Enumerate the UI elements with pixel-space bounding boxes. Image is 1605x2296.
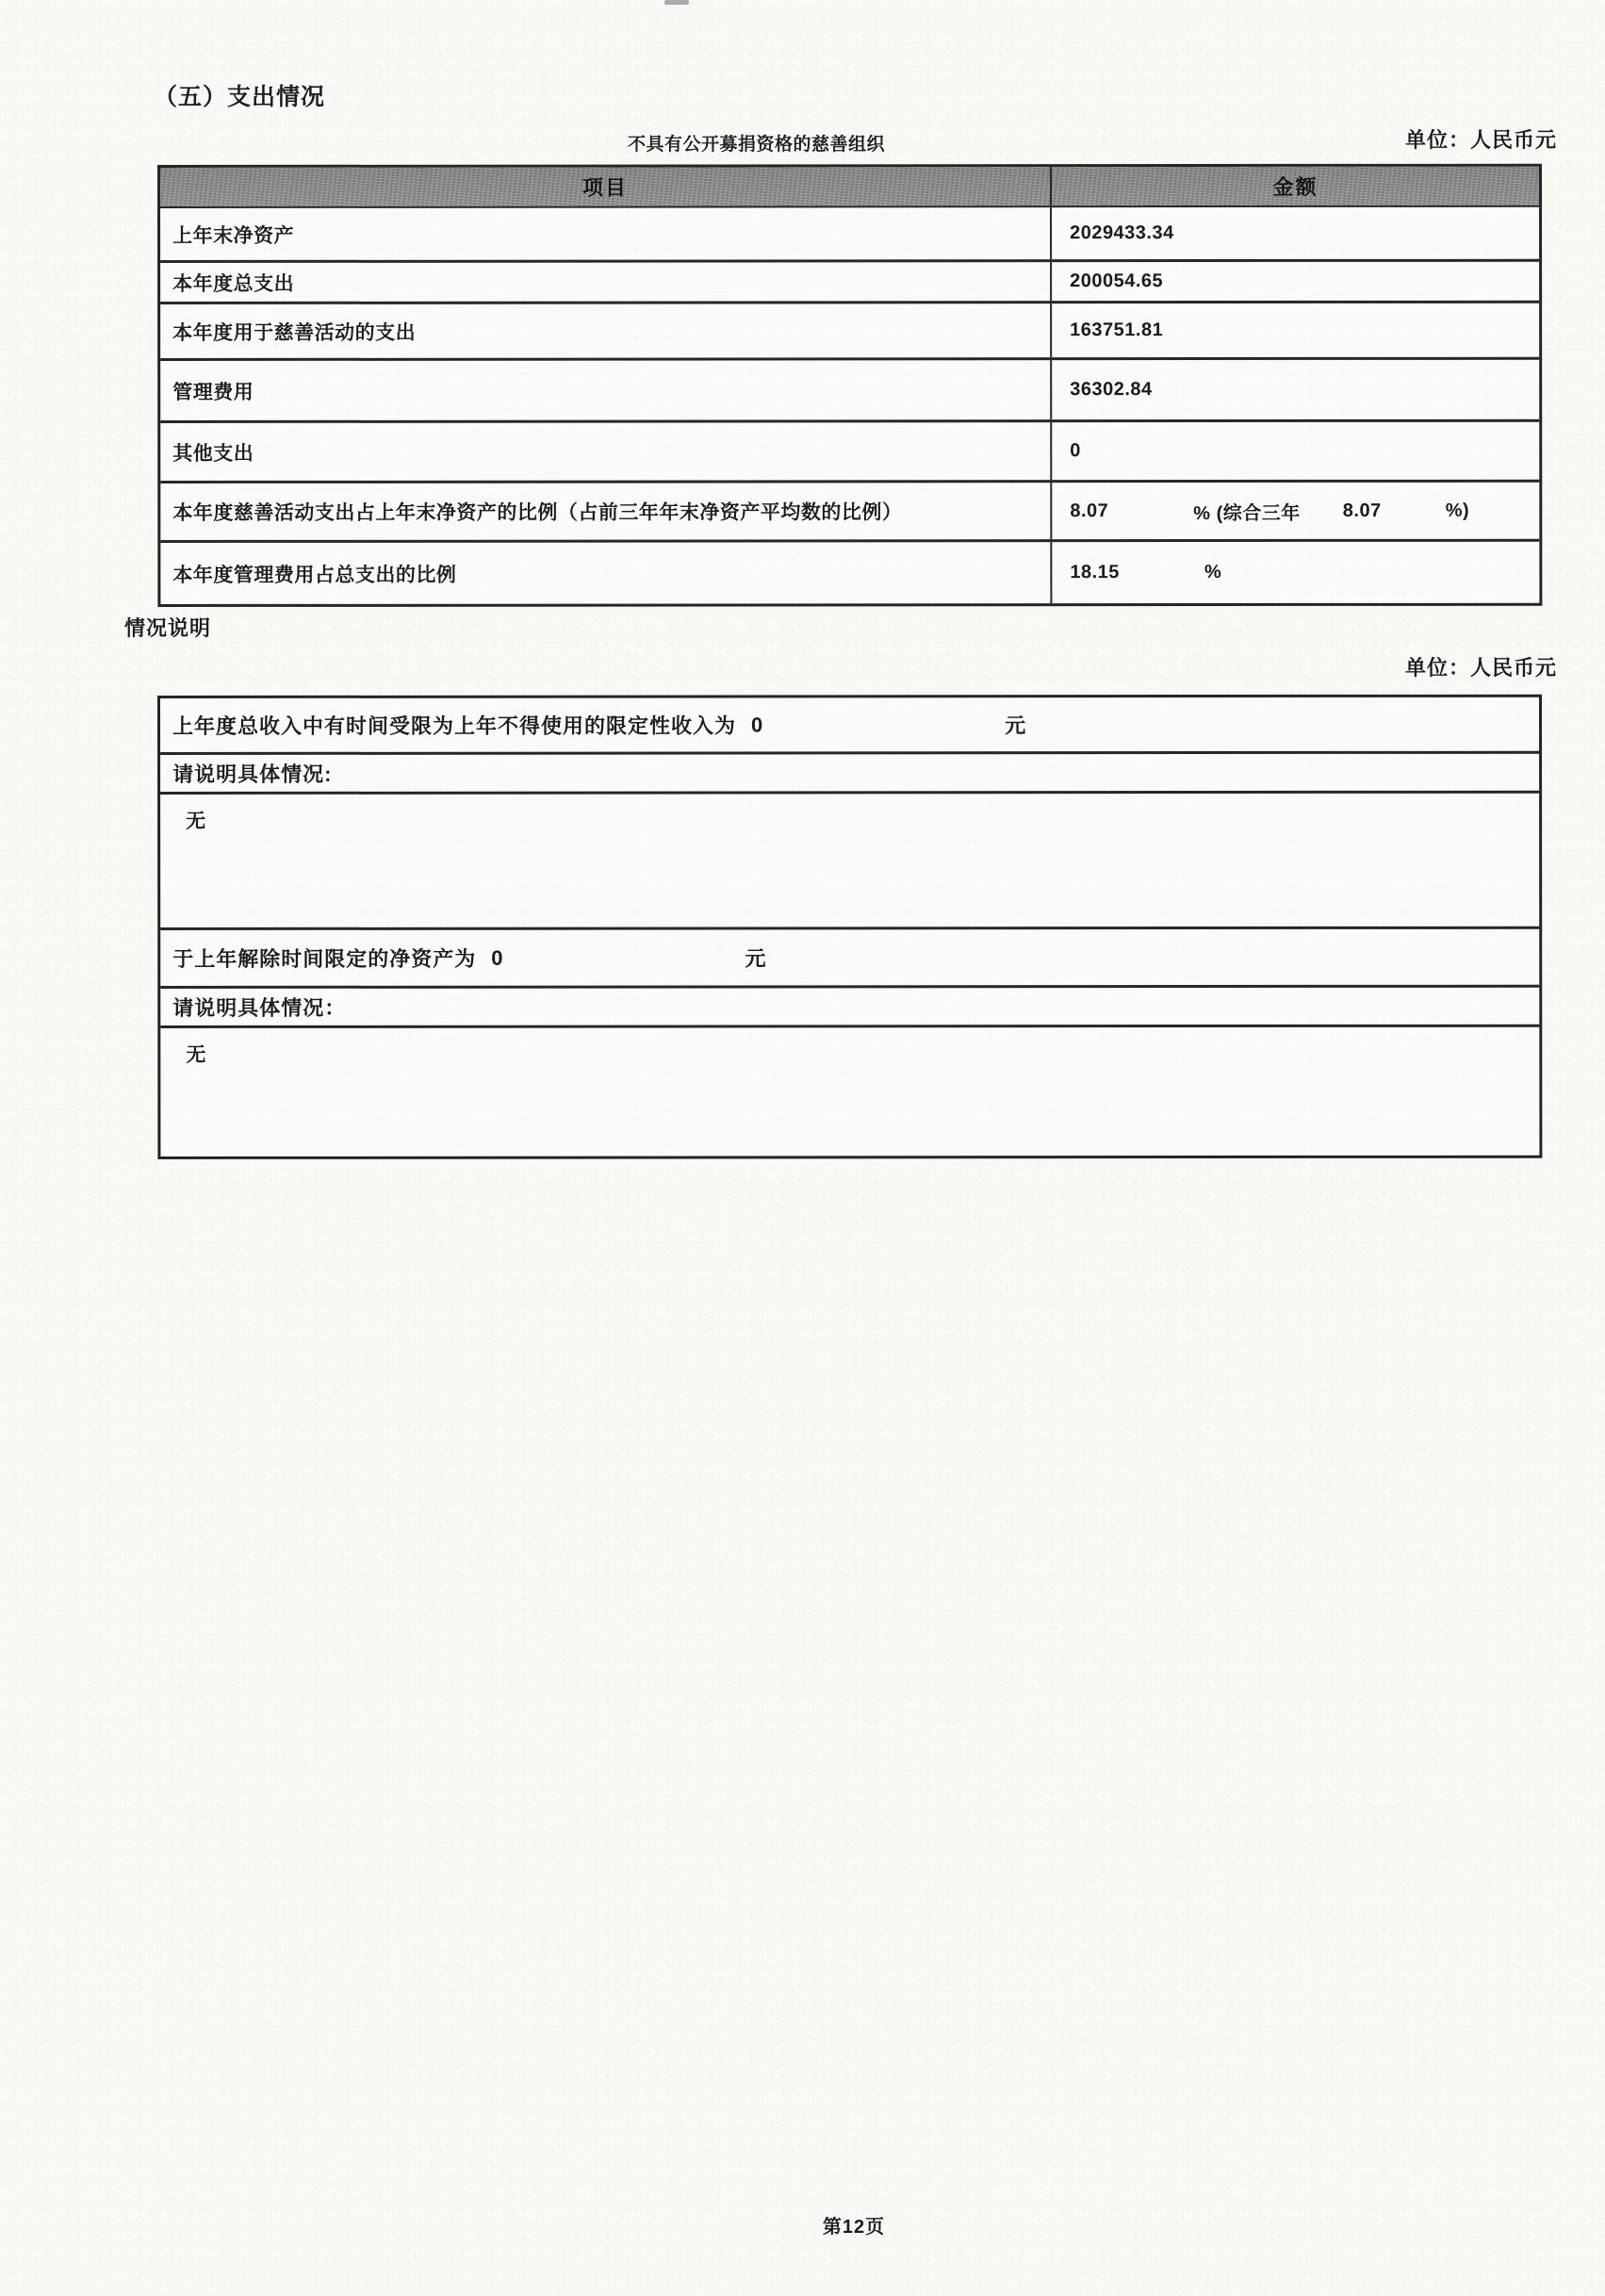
row-amount-cell: 2029433.34 bbox=[1070, 222, 1174, 244]
unit-label-1: 单位：人民币元 bbox=[1404, 128, 1557, 152]
row-label-cell: 本年度慈善活动支出占上年末净资产的比例（占前三年年末净资产平均数的比例） bbox=[160, 483, 1052, 540]
explain-prompt-label: 请说明具体情况: bbox=[172, 762, 333, 786]
table1-subtitle: 不具有公开募捐资格的慈善组织 bbox=[628, 135, 886, 155]
released-assets-unit: 元 bbox=[745, 946, 767, 971]
charity-ratio-mid-label: % (综合三年 bbox=[1193, 502, 1301, 524]
restricted-income-row bbox=[160, 697, 1539, 755]
page-number: 第12页 bbox=[822, 2217, 886, 2238]
notes-table bbox=[157, 695, 1542, 1159]
released-assets-label: 于上年解除时间限定的净资产为 bbox=[172, 946, 477, 971]
table-row bbox=[160, 207, 1539, 263]
restricted-income-unit: 元 bbox=[1005, 713, 1027, 738]
explain-prompt-row bbox=[160, 988, 1539, 1028]
notes-section-title: 情况说明 bbox=[124, 616, 212, 640]
section-title: （五）支出情况 bbox=[154, 84, 326, 110]
row-amount-cell bbox=[1052, 483, 1539, 539]
admin-ratio-value: 18.15 bbox=[1070, 562, 1120, 583]
released-assets-value: 0 bbox=[491, 945, 504, 970]
row-amount-cell: 36302.84 bbox=[1070, 379, 1153, 401]
explain-content-row bbox=[160, 1027, 1539, 1156]
row-label-cell: 上年末净资产 bbox=[160, 207, 1052, 260]
charity-ratio-suffix: %) bbox=[1445, 500, 1470, 521]
released-assets-row bbox=[160, 929, 1539, 989]
expenditure-table bbox=[157, 164, 1542, 607]
explain-prompt-row bbox=[160, 754, 1539, 795]
row-amount-cell: 0 bbox=[1070, 440, 1081, 462]
table-row-admin-ratio bbox=[160, 542, 1539, 604]
table-row bbox=[160, 303, 1539, 361]
table-row bbox=[160, 360, 1539, 423]
explain-content-text: 无 bbox=[186, 810, 207, 832]
header-item-cell: 项目 bbox=[160, 167, 1052, 206]
table-row-charity-ratio bbox=[160, 483, 1539, 543]
explain-prompt-label: 请说明具体情况： bbox=[172, 995, 347, 1020]
header-amount-cell: 金额 bbox=[1272, 174, 1318, 199]
row-label-cell: 本年度管理费用占总支出的比例 bbox=[160, 542, 1052, 604]
row-amount-cell bbox=[1052, 542, 1539, 603]
charity-ratio-value: 8.07 bbox=[1070, 500, 1109, 521]
row-label-cell: 本年度用于慈善活动的支出 bbox=[160, 303, 1052, 358]
table-row bbox=[160, 262, 1539, 304]
charity-ratio-three-year-value: 8.07 bbox=[1342, 500, 1382, 521]
restricted-income-label: 上年度总收入中有时间受限为上年不得使用的限定性收入为 bbox=[172, 713, 737, 738]
explain-content-row bbox=[160, 794, 1539, 930]
row-amount-cell: 163751.81 bbox=[1070, 320, 1164, 341]
explain-content-text: 无 bbox=[186, 1043, 207, 1066]
row-amount-cell: 200054.65 bbox=[1070, 271, 1164, 292]
row-label-cell: 其他支出 bbox=[160, 422, 1052, 481]
scan-artifact bbox=[664, 0, 689, 5]
row-label-cell: 管理费用 bbox=[160, 360, 1052, 420]
restricted-income-value: 0 bbox=[751, 712, 764, 736]
table-row bbox=[160, 422, 1539, 484]
table-header-row bbox=[160, 167, 1539, 208]
admin-ratio-suffix: % bbox=[1204, 562, 1222, 583]
unit-label-2: 单位：人民币元 bbox=[1404, 656, 1557, 680]
row-label-cell: 本年度总支出 bbox=[160, 262, 1052, 302]
